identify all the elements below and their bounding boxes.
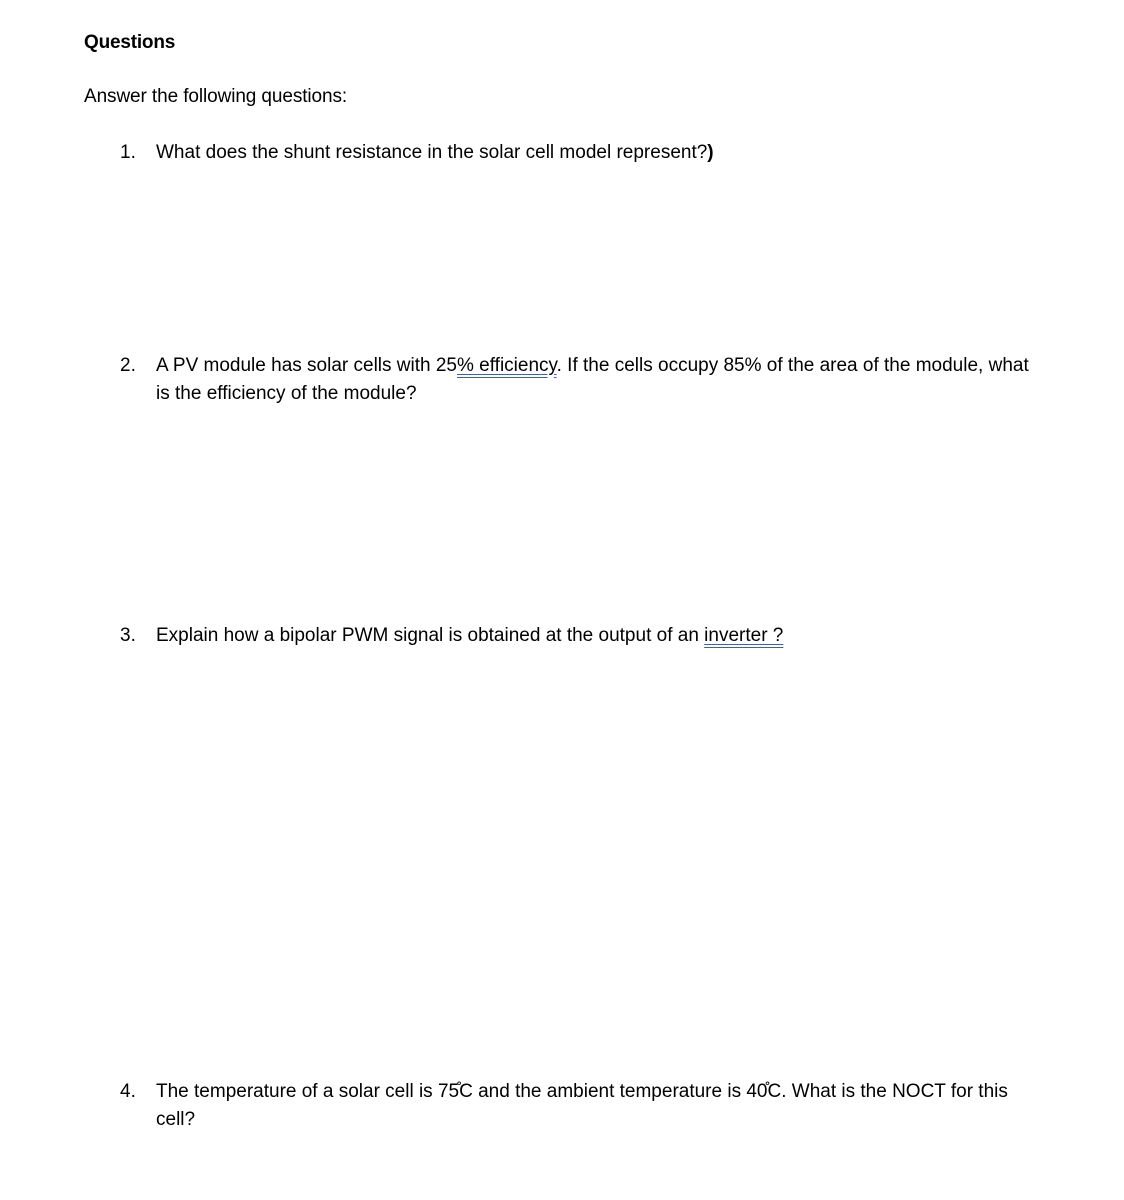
question-2-number: 2. [120, 355, 136, 376]
question-2-text [156, 352, 1040, 408]
question-2-body-end: . If the cells occupy 85% of the area of the module, what is the efficiency of the module? [156, 355, 1029, 404]
question-4 [120, 1078, 1040, 1134]
question-2 [120, 352, 1040, 408]
question-3-number: 3. [120, 625, 136, 646]
question-4-number: 4. [120, 1081, 136, 1102]
question-3-body: Explain how a bipolar PWM signal is obtained at the output of an [156, 625, 705, 646]
instructions-text: Answer the following questions: [84, 86, 348, 107]
question-1-body: What does the shunt resistance in the solar cell model represent? [156, 142, 708, 163]
question-1-suffix: ) [707, 142, 714, 163]
question-2-body-start: A PV module has solar cells with 25 [156, 355, 457, 376]
question-3 [120, 622, 1040, 650]
section-heading: Questions [84, 32, 176, 53]
question-3-underlined-word: inverter ? [704, 625, 784, 646]
question-2-underlined-phrase: % efficiency [457, 355, 557, 376]
question-1-text [156, 139, 1040, 167]
question-1 [120, 139, 1040, 167]
question-1-number: 1. [120, 142, 136, 163]
question-3-text [156, 622, 1040, 650]
question-4-text: The temperature of a solar cell is 75̊C and the ambient temperature is 40̊C. What is the NOCT for this cell? [156, 1081, 1008, 1130]
